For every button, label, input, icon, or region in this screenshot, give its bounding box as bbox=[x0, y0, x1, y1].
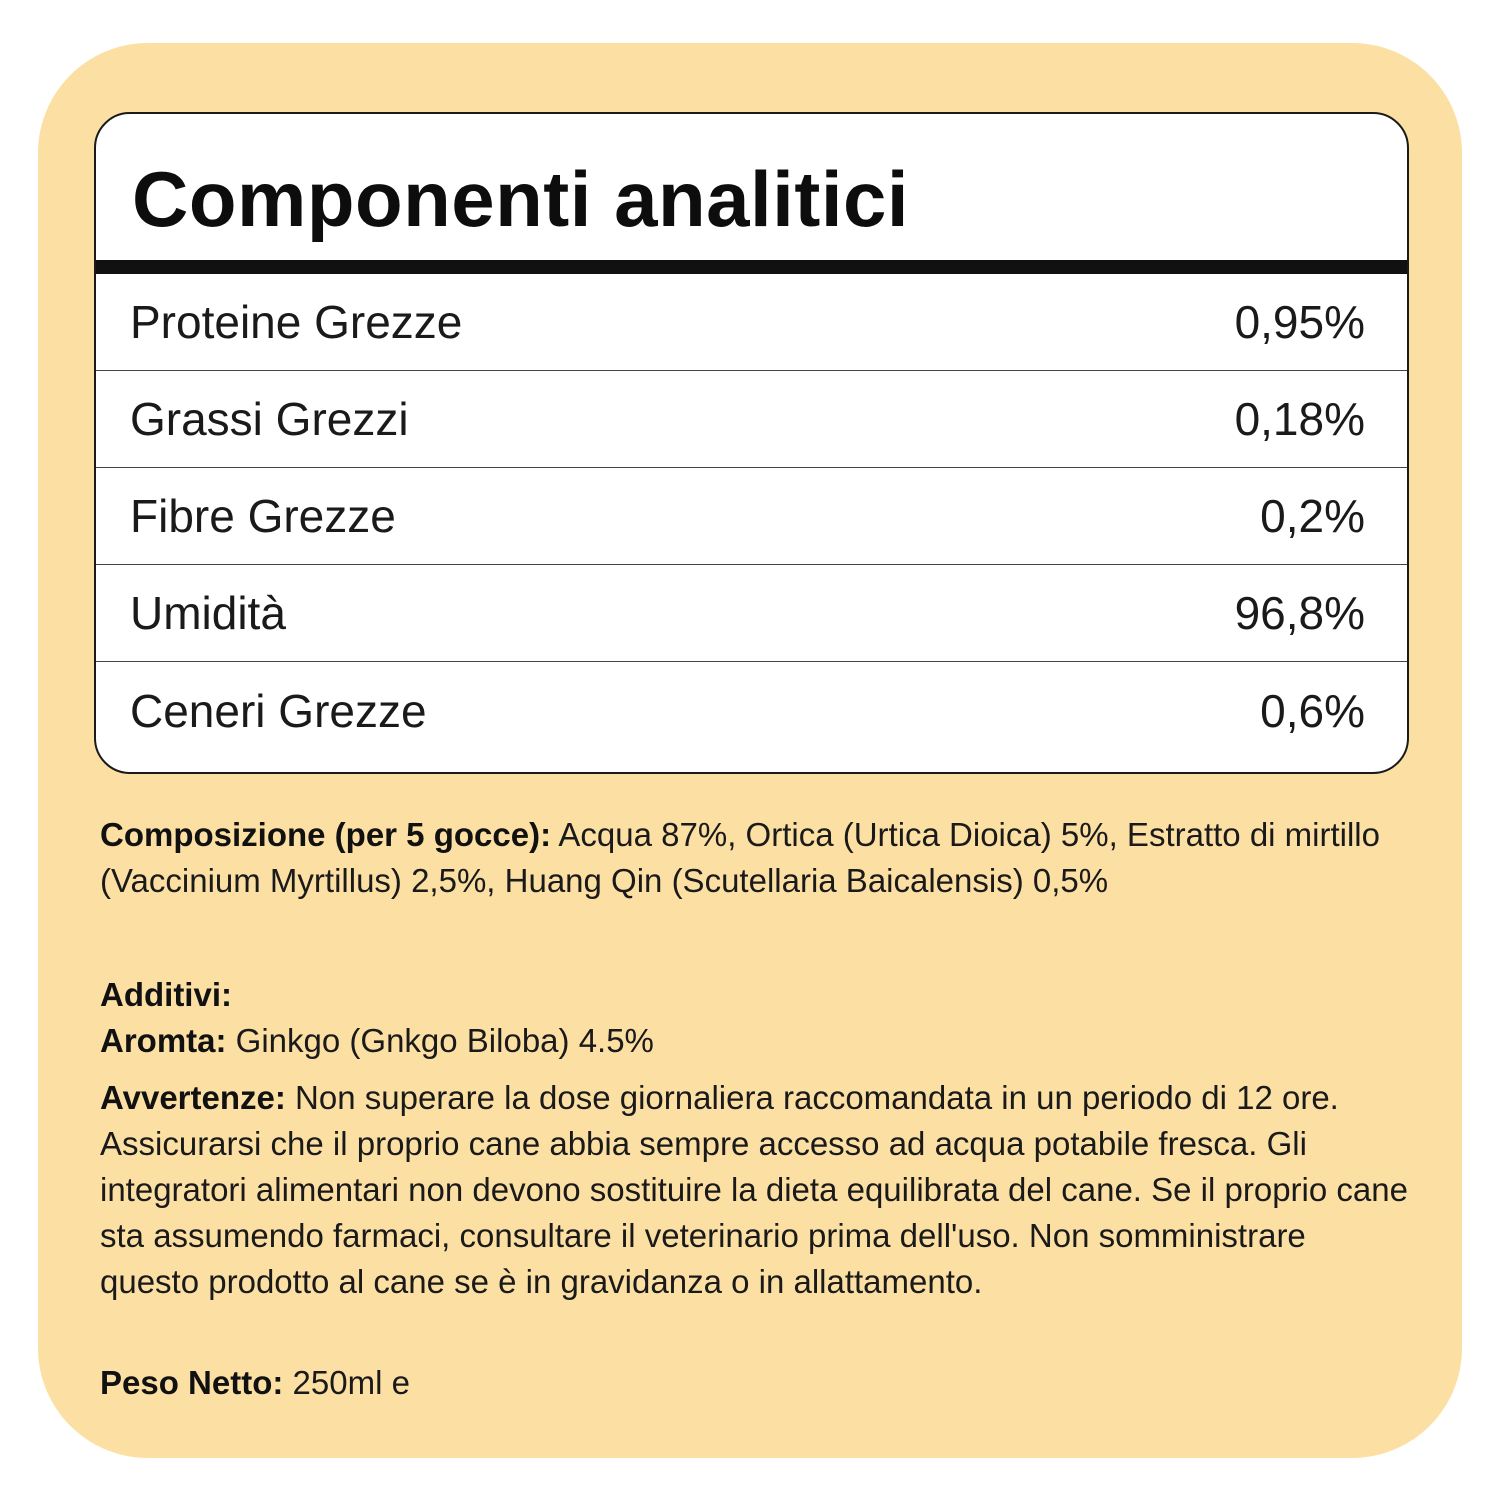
row-label: Proteine Grezze bbox=[130, 296, 463, 348]
row-label: Ceneri Grezze bbox=[130, 684, 427, 737]
table-row bbox=[96, 662, 1407, 759]
analytical-components-table bbox=[94, 112, 1409, 774]
additives-label: Aromta: bbox=[100, 1022, 227, 1059]
row-label: Fibre Grezze bbox=[130, 490, 396, 542]
table-row bbox=[96, 565, 1407, 662]
row-value: 0,6% bbox=[1260, 684, 1365, 737]
table-title: Componenti analitici bbox=[132, 155, 910, 243]
additives-paragraph bbox=[100, 972, 1410, 1064]
composition-label: Composizione (per 5 gocce): bbox=[100, 816, 552, 853]
additives-heading: Additivi: bbox=[100, 976, 232, 1013]
row-label: Grassi Grezzi bbox=[130, 393, 409, 445]
row-value: 96,8% bbox=[1234, 587, 1365, 639]
additives-text: Ginkgo (Gnkgo Biloba) 4.5% bbox=[226, 1022, 654, 1059]
warnings-label: Avvertenze: bbox=[100, 1079, 286, 1116]
warnings-paragraph bbox=[100, 1075, 1410, 1305]
row-value: 0,95% bbox=[1234, 296, 1365, 348]
composition-paragraph bbox=[100, 812, 1410, 904]
net-weight-text: 250ml e bbox=[283, 1364, 410, 1401]
row-label: Umidità bbox=[130, 587, 286, 639]
table-rows bbox=[96, 274, 1407, 759]
table-row bbox=[96, 371, 1407, 468]
net-weight-label: Peso Netto: bbox=[100, 1364, 284, 1401]
composition-text: Acqua 87%, Ortica (Urtica Dioica) 5%, Estratto di mirtillo (Vaccinium Myrtillus) 2,5%, Huang Qin (Scutellaria Baicalensis) 0,5% bbox=[100, 816, 1380, 899]
net-weight-paragraph bbox=[100, 1360, 1410, 1406]
row-value: 0,2% bbox=[1260, 490, 1365, 542]
title-divider bbox=[96, 260, 1407, 274]
table-row bbox=[96, 468, 1407, 565]
row-value: 0,18% bbox=[1234, 393, 1365, 445]
warnings-text: Non superare la dose giornaliera raccomandata in un periodo di 12 ore. Assicurarsi che il proprio cane abbia sempre accesso ad acqua potabile fresca. Gli integratori alimentari non devono sostituire la dieta equilibrata del cane. Se il proprio cane sta assumendo farmaci, consultare il veterinario prima dell'uso. Non somministrare questo prodotto al cane se è in gravidanza o in allattamento. bbox=[100, 1079, 1408, 1300]
table-row bbox=[96, 274, 1407, 371]
